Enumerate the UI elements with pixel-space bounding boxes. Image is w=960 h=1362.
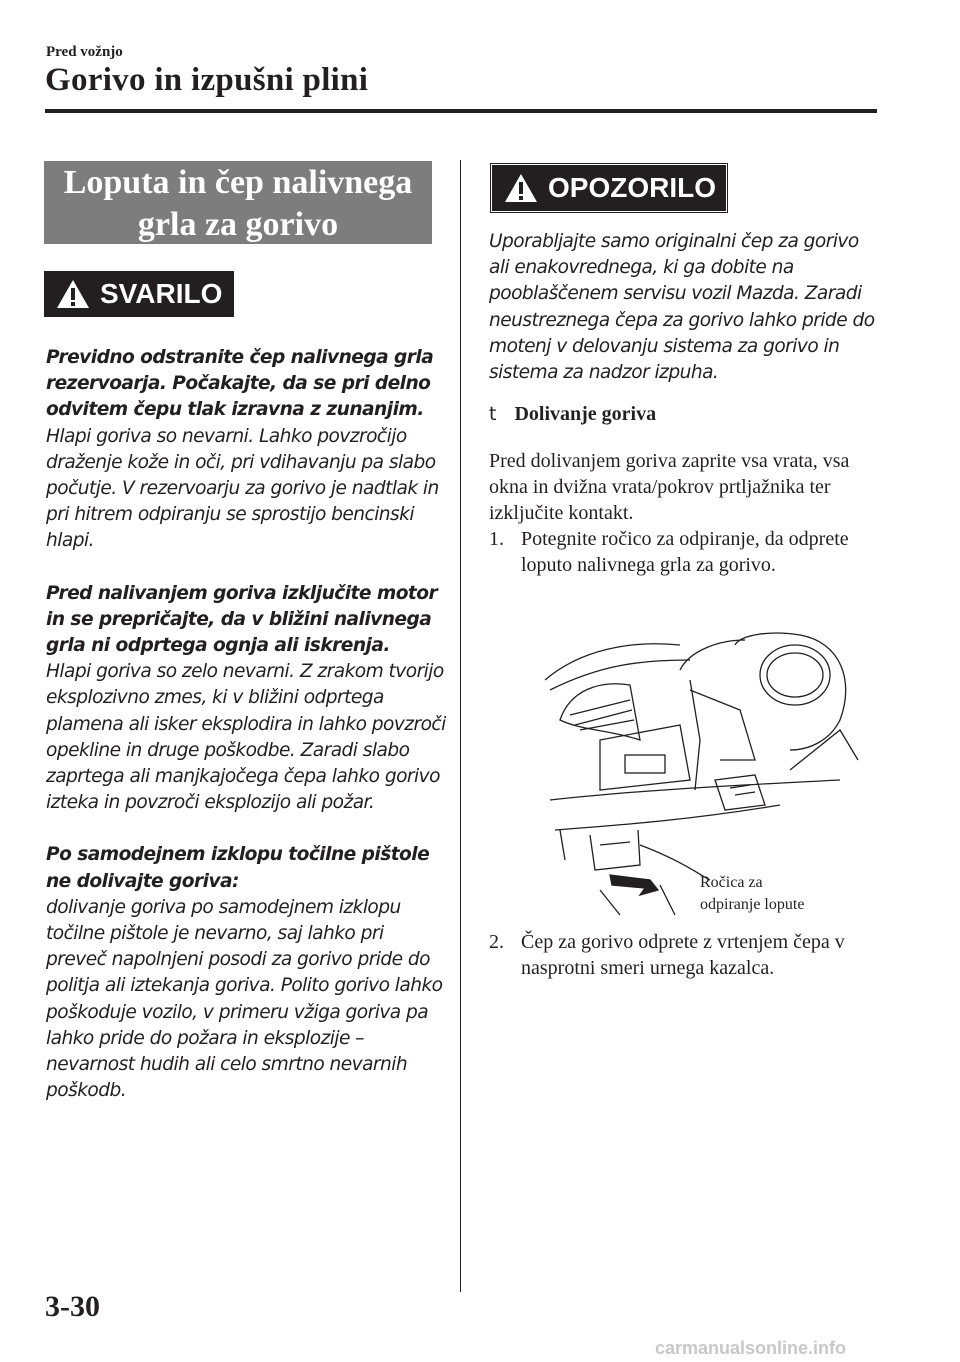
caution-text	[46, 345, 446, 1130]
warning-label: OPOZORILO	[548, 172, 716, 203]
column-divider	[460, 160, 461, 1292]
intro-paragraph: Pred dolivanjem goriva zaprite vsa vrata, vsa okna in dvižna vrata/pokrov prtljažnika ter izključite kontakt.	[489, 450, 850, 524]
caution-badge	[44, 271, 234, 317]
caution-body: dolivanje goriva po samodejnem izklopu točilne pištole je nevarno, saj lahko pri preveč napolnjeni posodi za gorivo pride do politja ali iztekanja goriva. Polito gorivo lahko poškoduje vozilo, v primeru vžiga goriva pa lahko pride do požara in eksplozije – nevarnost hudih ali celo smrtno nevarnih poškodb.	[46, 896, 443, 1102]
caution-bold: Previdno odstranite čep nalivnega grla rezervoarja. Počakajte, da se pri delno odvitem čepu tlak izravna z zunanjim.	[46, 347, 434, 421]
caution-body: Hlapi goriva so nevarni. Lahko povzročijo draženje kože in oči, pri vdihavanju pa slabo počutje. V rezervoarju za gorivo je nadtlak in pri hitrem odpiranju se sprostijo bencinski hlapi.	[46, 425, 439, 552]
figure-callout	[700, 872, 804, 916]
step-number: 2.	[489, 931, 504, 953]
warning-icon	[504, 173, 538, 203]
header-divider	[45, 109, 877, 113]
caution-block	[46, 345, 446, 555]
subsection-title: Dolivanje goriva	[514, 403, 657, 425]
caution-bold: Pred nalivanjem goriva izključite motor in se prepričajte, da v bližini nalivnega grla ni odprtega ognja ali iskrenja.	[46, 582, 438, 657]
step-item	[489, 526, 879, 578]
step-item	[489, 929, 879, 981]
subsection-heading	[489, 403, 656, 426]
caution-label: SVARILO	[100, 278, 223, 309]
watermark-url[interactable]: carmanualsonline.info	[655, 1338, 847, 1358]
caution-bold: Po samodejnem izklopu točilne pištole ne dolivajte goriva:	[46, 844, 430, 892]
chapter-label: Pred vožnjo	[46, 44, 123, 60]
caution-block	[46, 581, 446, 817]
section-title-line1: Loputa in čep nalivnega	[63, 163, 413, 201]
caution-block	[46, 842, 446, 1104]
page-title: Gorivo in izpušni plini	[45, 62, 369, 98]
warning-badge	[490, 163, 728, 213]
section-title	[44, 161, 432, 244]
figure-callout-line2: odpiranje lopute	[700, 896, 805, 913]
warning-icon	[56, 279, 90, 309]
figure-callout-line1: Ročica za	[700, 874, 763, 891]
warning-text: Uporabljajte samo originalni čep za gorivo ali enakovrednega, ki ga dobite na pooblaščenem servisu vozil Mazda. Zaradi neustreznega čepa za gorivo lahko pride do motenj v delovanju sistema za gorivo in sistema za nadzor izpuha.	[489, 231, 875, 384]
step-text: Potegnite ročico za odpiranje, da odprete loputo nalivnega grla za gorivo.	[521, 528, 849, 576]
bullet-marker: t	[489, 403, 497, 425]
section-title-line2: grla za gorivo	[137, 205, 339, 243]
step-number: 1.	[489, 528, 504, 550]
caution-body: Hlapi goriva so zelo nevarni. Z zrakom tvorijo eksplozivno zmes, ki v bližini odprtega plamena ali isker eksplodira in lahko povzroči opekline in druge poškodbe. Zaradi slabo zaprtega ali manjkajočega čepa lahko gorivo izteka in povzroči eksplozijo ali požar.	[46, 661, 446, 814]
step-text: Čep za gorivo odprete z vrtenjem čepa v nasprotni smeri urnega kazalca.	[521, 931, 845, 979]
page-number: 3-30	[45, 1290, 100, 1323]
